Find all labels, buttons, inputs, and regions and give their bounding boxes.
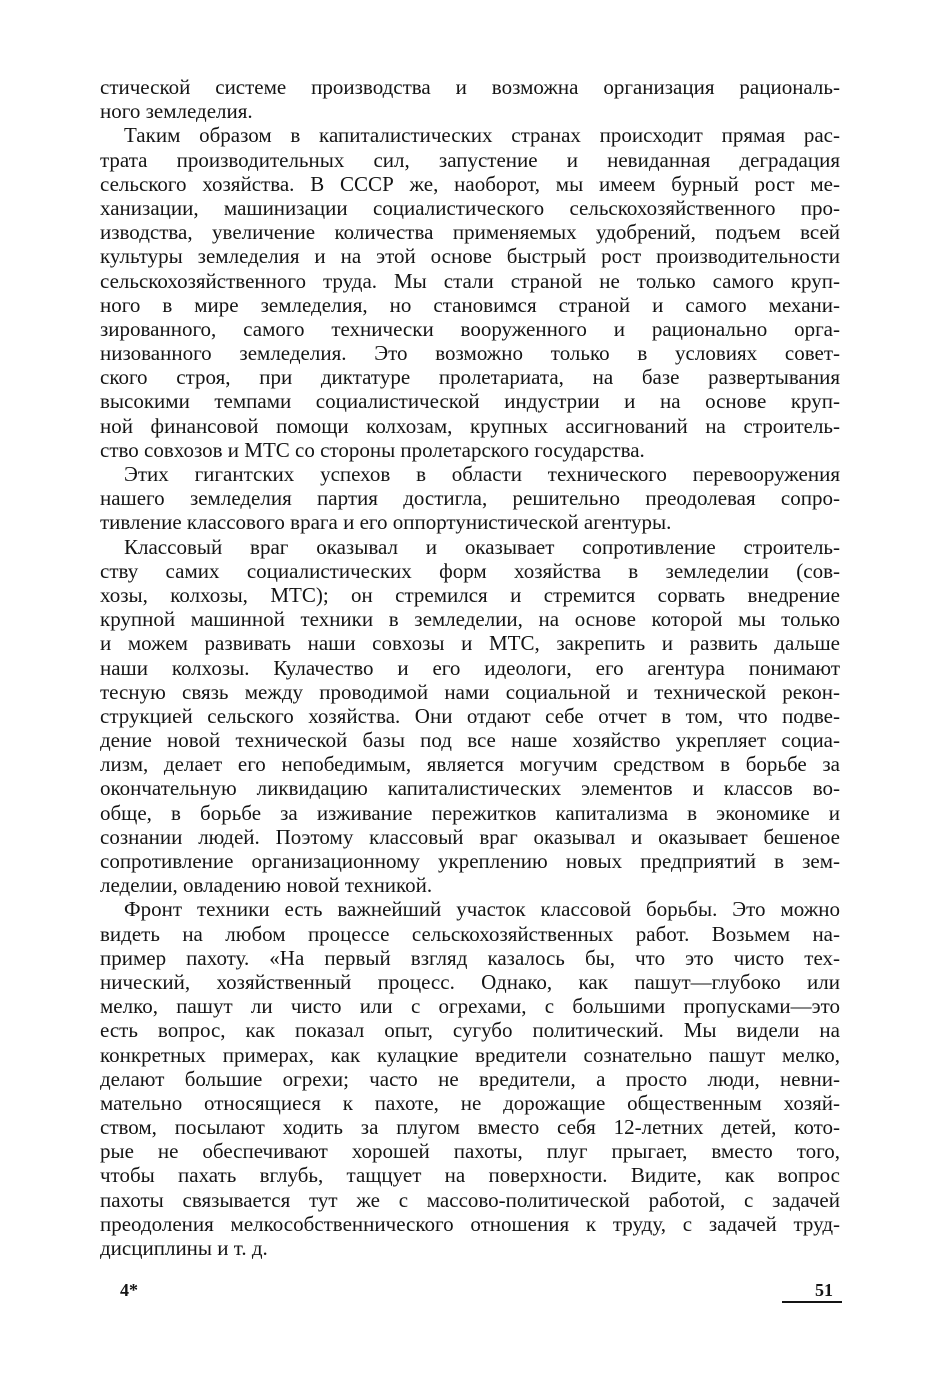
text-line: сопротивление организационному укреплению новых предприятий в зем- [100,849,840,873]
text-line: хозы, колхозы, МТС); он стремился и стремится сорвать внедрение [100,582,840,607]
text-line: леделии, овладению новой техникой. [100,873,433,898]
text-line: мательно относящиеся к пахоте, не дорожащие общественным хозяй- [100,1090,840,1115]
text-line: зированного, самого технически вооруженного и рационально орга- [100,316,840,341]
signature-mark: 4* [120,1280,138,1300]
text-line: ству самих социалистических форм хозяйства в земледелии (сов- [100,558,840,583]
text-line: ского строя, при диктатуре пролетариата, на базе развертывания [100,365,840,390]
text-line: высокими темпами социалистической индустрии и на основе круп- [100,389,840,414]
text-line: Этих гигантских успехов в области технического перевооружения [124,462,840,486]
text-line: мелко, пашут ли чисто или с огрехами, с большими пропусками—это [100,994,840,1019]
text-line: пример пахоту. «На первый взгляд казалось бы, что это чисто тех- [100,945,840,970]
text-line: ханизации, машинизации социалистического сельскохозяйственного про- [100,195,840,220]
text-line: сознании людей. Поэтому классовый враг оказывал и оказывает бешеное [100,824,840,849]
text-line: конкретных примерах, как кулацкие вредители сознательно пашут мелко, [100,1042,840,1067]
text-line: окончательную ликвидацию капиталистических элементов и классов во- [100,776,840,801]
text-line: и можем развивать наши совхозы и МТС, закрепить и развить дальше [100,631,840,656]
page-body-text [100,75,840,1260]
text-line: тивление классового врага и его оппортунистической агентуры. [100,510,672,535]
text-line: ной финансовой помощи колхозам, крупных ассигнований на строитель- [100,413,840,438]
text-line: дение новой технической базы под все наше хозяйство укрепляет социа- [100,728,840,753]
text-line: Классовый враг оказывал и оказывает сопротивление строитель- [124,534,840,559]
text-line: чтобы пахать вглубь, тащцует на поверхности. Видите, как вопрос [100,1163,840,1188]
text-line: сельскохозяйственного труда. Мы стали страной не только самого круп- [100,268,840,293]
text-line: видеть на любом процессе сельскохозяйственных работ. Возьмем на- [100,921,840,946]
text-line: наши колхозы. Кулачество и его идеологи, его агентура понимают [100,655,840,680]
text-line: ство совхозов и МТС со стороны пролетарского государства. [100,437,645,462]
text-line: дисциплины и т. д. [100,1236,268,1260]
text-line: ного земледелия. [100,99,253,124]
page-footer [0,1278,939,1318]
paragraph [100,75,840,123]
text-line: Фронт техники есть важнейший участок классовой борьбы. Это можно [124,897,840,922]
text-line: изводства, увеличение количества применяемых удобрений, подъем всей [100,220,840,245]
text-line: стической системе производства и возможна организация рациональ- [100,75,840,99]
text-line: есть вопрос, как показал опыт, сугубо политический. Мы видели на [100,1018,840,1043]
text-line: крупной машинной техники в земледелии, на основе которой мы только [100,607,840,632]
text-line: ством, посылают ходить за плугом вместо себя 12-летних детей, кото- [100,1115,840,1140]
paragraph [100,535,840,898]
text-line: делают большие огрехи; часто не вредители, а просто люди, невни- [100,1066,840,1091]
text-line: лизм, делает его непобедимым, является могучим средством в борьбе за [100,752,840,777]
paragraph [100,123,840,462]
text-line: преодоления мелкособственнического отношения к труду, с задачей труд- [100,1211,840,1236]
text-line: пахоты связывается тут же с массово-политической работой, с задачей [100,1187,840,1212]
text-line: струкцией сельского хозяйства. Они отдают себе отчет в том, что подве- [100,703,840,728]
page-number: 51 [815,1280,833,1300]
text-line: трата производительных сил, запустение и невиданная деградация [100,147,840,172]
text-line: низованного земледелия. Это возможно только в условиях совет- [100,341,840,366]
text-line: рые не обеспечивают хорошей пахоты, плуг прыгает, вместо того, [100,1139,840,1164]
text-line: обще, в борьбе за изживание пережитков капитализма в экономике и [100,800,840,825]
paragraph [100,462,840,535]
text-line: сельского хозяйства. В СССР же, наоборот, мы имеем бурный рост ме- [100,171,840,196]
text-line: культуры земледелия и на этой основе быстрый рост производительности [100,244,840,269]
text-line: ного в мире земледелия, но становимся страной и самого механи- [100,292,840,317]
text-line: тесную связь между проводимой нами социальной и технической рекон- [100,679,840,704]
text-line: нашего земледелия партия достигла, решительно преодолевая сопро- [100,486,840,511]
page-number-rule [782,1301,842,1303]
paragraph [100,897,840,1260]
text-line: Таким образом в капиталистических странах происходит прямая рас- [124,123,840,148]
text-line: нический, хозяйственный процесс. Однако, как пашут—глубоко или [100,969,840,994]
